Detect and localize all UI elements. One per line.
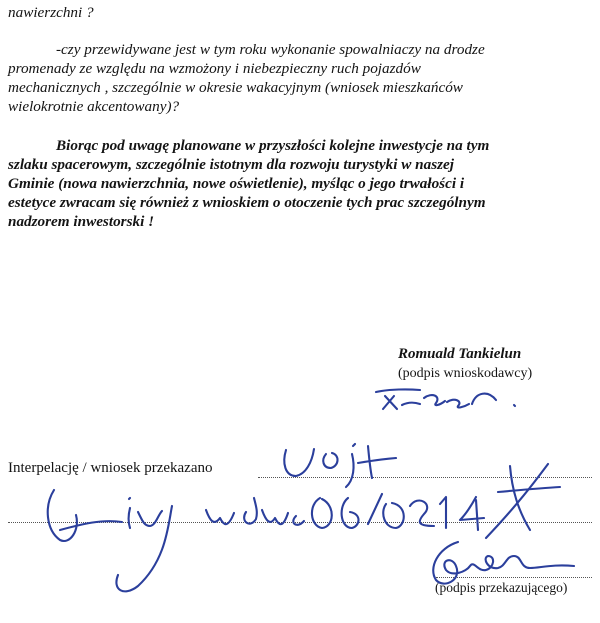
closing-line: nadzorem inwestorski ! — [8, 213, 155, 230]
closing-line: Gminie (nowa nawierzchnia, nowe oświetlenie), myśląc o jego trwałości i — [8, 175, 465, 192]
question-line: mechanicznych , szczególnie w okresie wakacyjnym (wniosek mieszkańców — [8, 79, 463, 96]
signer-name: Romuald Tankielun — [398, 346, 522, 362]
applicant-signature — [376, 389, 515, 409]
transfer-label: Interpelację / wniosek przekazano — [8, 460, 213, 476]
dotted-line — [436, 577, 592, 578]
transferer-caption: (podpis przekazującego) — [435, 580, 568, 595]
question-line: promenady ze względu na wzmożony i niebezpieczny ruch pojazdów — [8, 60, 421, 77]
question-line: -czy przewidywane jest w tym roku wykonanie spowalniaczy na drodze — [56, 41, 485, 58]
question-paragraph — [8, 40, 588, 116]
closing-line: Biorąc pod uwagę planowane w przyszłości kolejne inwestycje na tym — [56, 137, 490, 154]
question-line: wielokrotnie akcentowany)? — [8, 98, 180, 115]
closing-paragraph — [8, 136, 588, 231]
closing-line: szlaku spacerowym, szczególnie istotnym dla rozwoju turystyki w naszej — [8, 156, 454, 173]
closing-line: estetyce zwracam się również z wnioskiem o otoczenie tych prac szczególnym — [8, 194, 486, 211]
question-continuation — [8, 3, 588, 22]
dotted-line — [258, 477, 592, 478]
signer-caption: (podpis wnioskodawcy) — [398, 366, 533, 381]
question-continuation-text: nawierzchni ? — [8, 4, 94, 21]
dotted-line — [8, 522, 592, 523]
